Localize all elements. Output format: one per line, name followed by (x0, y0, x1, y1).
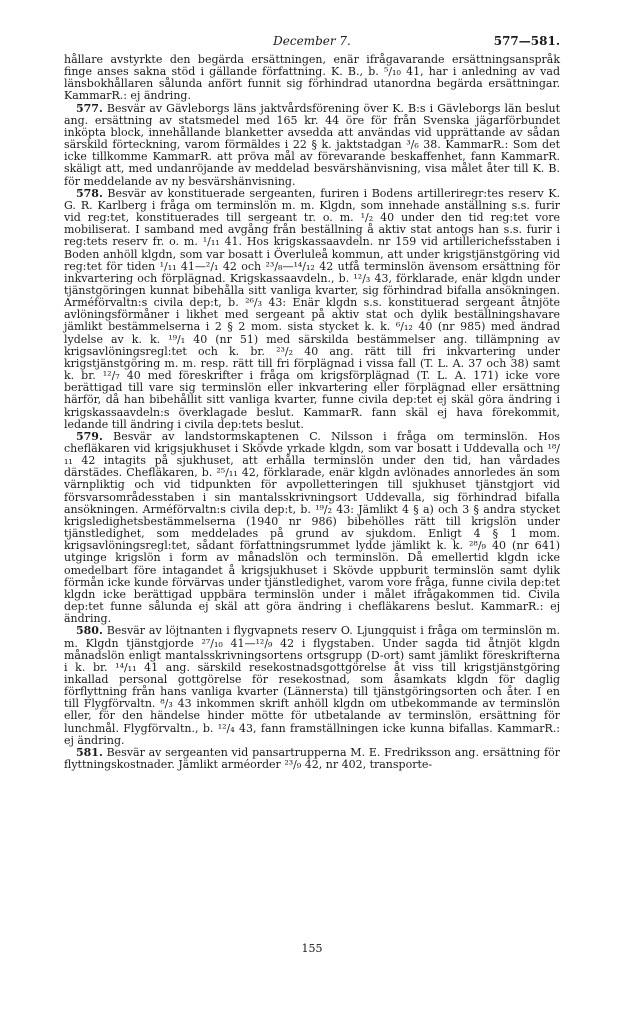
document-body (64, 54, 560, 771)
paragraph-text: Besvär av landstormskaptenen C. Nilsson i fråga om terminslön. Hos chefläkaren vid krigsjukhuset i Skövde yrkade klgdn, som var bosatt i Uddevalla och ¹⁸/₁₁ 42 intagits på sjukhuset, att erhålla terminslön under den tid, han vårdades därstädes. Chefläkaren, b. ²⁵/₁₁ 42, förklarade, enär klgdn avlönades annorledes än som värnpliktig och vid tidpunkten för avpolletteringen till sjukhuset tjänstgjort vid försvarsområdesstaben i sin mantalsskrivningsort Uddevalla, sig förhindrad bifalla ansökningen. Arméförvaltn:s civila dep:t, b. ¹⁹/₂ 43: Jämlikt 4 § a) och 3 § andra stycket krigsledighetsbestämmelserna (1940 nr 986) bibehölles rätt till krigslön under tjänstledighet, som meddelades på grund av sjukdom. Enligt 4 § 1 mom. krigsavlöningsregl:tet, sådant författningsrummet lydde jämlikt k. k. ²⁸/₉ 40 (nr 641) utginge krigslön i form av månadslön och terminslön. Då emellertid klgdn icke omedelbart före intagandet å krigsjukhuset i Skövde uppburit terminslön samt dylik förmån icke kunde förvärvas under tjänstledighet, varom vore fråga, funne civila dep:tet klgdn icke berättigad uppbära terminslön under i målet ifrågakommen tid. Civila dep:tet funne sålunda ej skäl att göra ändring i chefläkarens beslut. KammarR.: ej ändring. (64, 429, 561, 626)
document-page (64, 32, 561, 955)
page-number: 155 (301, 942, 323, 955)
case-number: 579. (76, 429, 103, 443)
paragraph-578 (64, 188, 560, 431)
header-case-range: 577—581. (493, 34, 560, 48)
case-number: 581. (76, 745, 103, 759)
paragraph-581 (64, 747, 560, 771)
case-number: 577. (76, 101, 103, 115)
paragraph-text: Besvär av sergeanten vid pansartrupperna M. E. Fredriksson ang. ersättning för flyttningskostnader. Jämlikt arméorder ²³/₉ 42, nr 402, transporte- (64, 745, 560, 772)
case-number: 580. (76, 624, 103, 638)
running-header (64, 32, 560, 54)
paragraph-580 (64, 625, 560, 747)
paragraph-text: Besvär av löjtnanten i flygvapnets reserv O. Ljungquist i fråga om terminslön m. m. Klgdn tjänstgjorde ²⁷/₁₀ 41—¹²/₉ 42 i flygstaben. Under sagda tid åtnjöt klgdn månadslön enligt mantalsskrivningsortens ortsgrupp (D-ort) samt jämlikt föreskrifterna i k. br. ¹⁴/₁₁ 41 ang. särskild resekostnadsgottgörelse åt viss till krigstjänstgöring inkallad personal gottgörelse för resekostnad, som åsamkats klgdn för daglig förflyttning från hans vanliga kvarter (Lännersta) till tjänstgöringsorten och åter. I en till Flygförvaltn. ⁸/₃ 43 inkommen skrift anhöll klgdn om utbekommande av terminslön eller, för den händelse hinder mötte för utbetalande av terminslön, ersättning för lunchmål. Flygförvaltn., b. ¹²/₄ 43, fann framställningen icke kunna bifallas. KammarR.: ej ändring. (64, 624, 561, 747)
paragraph-text: Besvär av konstituerade sergeanten, furiren i Bodens artilleriregr:tes reserv K. G. R. Karlberg i fråga om terminslön m. m. Klgdn, som innehade anställning s.s. furir vid reg:tet, konstituerades till sergeant tr. o. m. ¹/₂ 40 under den tid reg:tet vore mobiliserat. I samband med avgång från beställning å aktiv stat antogs han s.s. furir i reg:tets reserv fr. o. m. ¹/₁₁ 41. Hos krigskassaavdeln. nr 159 vid artillerichefsstaben i Boden anhöll klgdn, som var bosatt i Överluleå kommun, att under krigstjänstgöring vid reg:tet för tiden ¹/₁₁ 41—²/₁ 42 och ²³/₈—¹⁴/₁₂ 42 utfå terminslön ävensom ersättning för inkvartering och förplägnad. Krigskassaavdeln., b. ¹²/₃ 43, förklarade, enär klgdn under tjänstgöringen kunnat bibehålla sitt vanliga kvarter, sig förhindrad bifalla ansökningen. Arméförvaltn:s civila dep:t, b. ²⁶/₃ 43: Enär klgdn s.s. konstituerad sergeant åtnjöte avlöningsförmåner i likhet med sergeant på aktiv stat och dylik beställningshavare jämlikt bestämmelserna i 2 § 2 mom. sista stycket k. k. ⁶/₁₂ 40 (nr 985) med ändrad lydelse av k. k. ¹⁹/₁ 40 (nr 51) med särskilda bestämmelser ang. tillämpning av krigsavlöningsregl:tet och k. br. ²³/₂ 40 ang. rätt till fri inkvartering under krigstjänstgöring m. m. resp. rätt till fri förplägnad i vissa fall (T. L. A. 37 och 38) samt k. br. ¹²/₇ 40 med föreskrifter i fråga om krigsförplägnad (T. L. A. 171) icke vore berättigad till vare sig terminslön eller inkvartering eller förplägnad eller ersättning härför, då han bibehållit sitt vanliga kvarter, funne civila dep:tet ej skäl göra ändring i krigskassaavdeln:s överklagade beslut. KammarR. fann skäl ej hava förekommit, ledande till ändring i civila dep:tets beslut. (64, 186, 560, 431)
paragraph-577 (64, 103, 560, 188)
paragraph-text: Besvär av Gävleborgs läns jaktvårdsförening över K. B:s i Gävleborgs län beslut ang. ersättning av statsmedel med 165 kr. 44 öre för från Svenska jägarförbundet inköpta block, innehållande blanketter avsedda att användas vid upprättande av sådan särskild förteckning, varom förmäldes i 22 § k. jaktstadgan ³/₆ 38. KammarR.: Som det icke tillkomme KammarR. att pröva mål av förevarande beskaffenhet, fann KammarR. skäligt att, med undanröjande av meddelad besvärshänvisning, visa målet åter till K. B. för meddelande av ny besvärshänvisning. (64, 101, 560, 188)
paragraph-579 (64, 431, 560, 626)
header-date: December 7. (273, 34, 351, 48)
case-number: 578. (76, 186, 103, 200)
paragraph-text: hållare avstyrkte den begärda ersättningen, enär ifrågavarande ersättningsanspråk finge anses sakna stöd i gällande författning. K. B., b. ⁵/₁₀ 41, har i anledning av vad länsbokhållaren sålunda anfört funnit sig förhindrad utanordna begärda ersättningar. KammarR.: ej ändring. (64, 53, 560, 103)
paragraph-continuation (64, 54, 560, 103)
